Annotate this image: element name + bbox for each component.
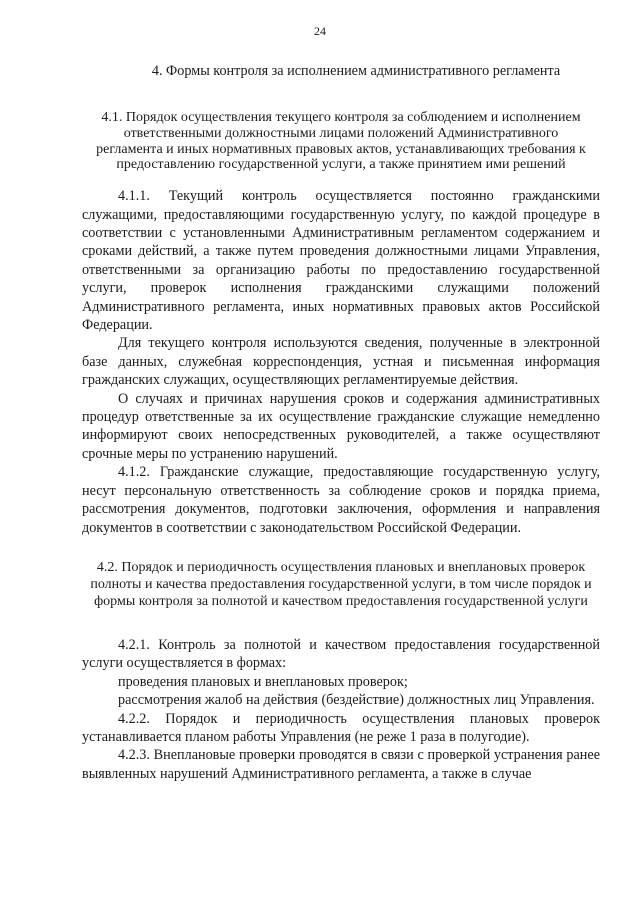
paragraph-4-1-2: 4.1.2. Гражданские служащие, предоставляющие государственную услугу, несут персональную ответственность за соблюдение сроков и порядка приема, рассмотрения документов, подготовки заключения, оформления и направления документов в соответствии с законодательством Российской Федерации. (82, 464, 600, 536)
paragraph-4-2-1: 4.2.1. Контроль за полнотой и качеством предоставления государственной услуги осуществляется в формах: (82, 636, 600, 672)
section-title: 4. Формы контроля за исполнением административного регламента (151, 63, 561, 79)
paragraph-4-2-3: 4.2.3. Внеплановые проверки проводятся в связи с проверкой устранения ранее выявленных нарушений Административного регламента, а также в случае (82, 747, 600, 782)
subsection-heading-4-2: 4.2. Порядок и периодичность осуществления плановых и внеплановых проверок полноты и качества предоставления государственной услуги, в том числе порядок и формы контроля за полнотой и качеством предоставления государственной услуги (90, 559, 592, 609)
page-content (82, 62, 600, 783)
paragraph-4-1-1: 4.1.1. Текущий контроль осуществляется постоянно гражданскими служащими, предоставляющими государственную услугу, по каждой процедуре в соответствии с установленными Административным регламентом содержанием и сроками действий, а также путем проведения должностными лицами Управления, ответственными за организацию работы по предоставлению государственной услуги, проверок исполнения гражданскими служащими положений Административного регламента, иных нормативных правовых актов Российской Федерации. (82, 188, 600, 334)
paragraph-4-2-2: 4.2.2. Порядок и периодичность осуществления плановых проверок устанавливается планом работы Управления (не реже 1 раза в полугодие). (82, 710, 600, 745)
list-item-inspections: проведения плановых и внеплановых проверок; (118, 673, 408, 690)
list-item-complaints: рассмотрения жалоб на действия (бездействие) должностных лиц Управления. (118, 692, 595, 709)
page-number: 24 (314, 24, 326, 38)
paragraph-violations-reporting: О случаях и причинах нарушения сроков и содержания административных процедур ответственные за их осуществление гражданские служащие немедленно информируют своих непосредственных руководителей, а также осуществляют срочные меры по устранению нарушений. (82, 390, 600, 462)
subsection-heading-4-1: 4.1. Порядок осуществления текущего контроля за соблюдением и исполнением ответственными должностными лицами положений Административного регламента и иных нормативных правовых актов, устанавливающих требования к предоставлению государственной услуги, а также принятием ими решений (96, 110, 586, 173)
paragraph-monitoring-sources: Для текущего контроля используются сведения, полученные в электронной базе данных, служебная корреспонденция, устная и письменная информация гражданских служащих, осуществляющих регламентируемые действия. (82, 335, 600, 389)
